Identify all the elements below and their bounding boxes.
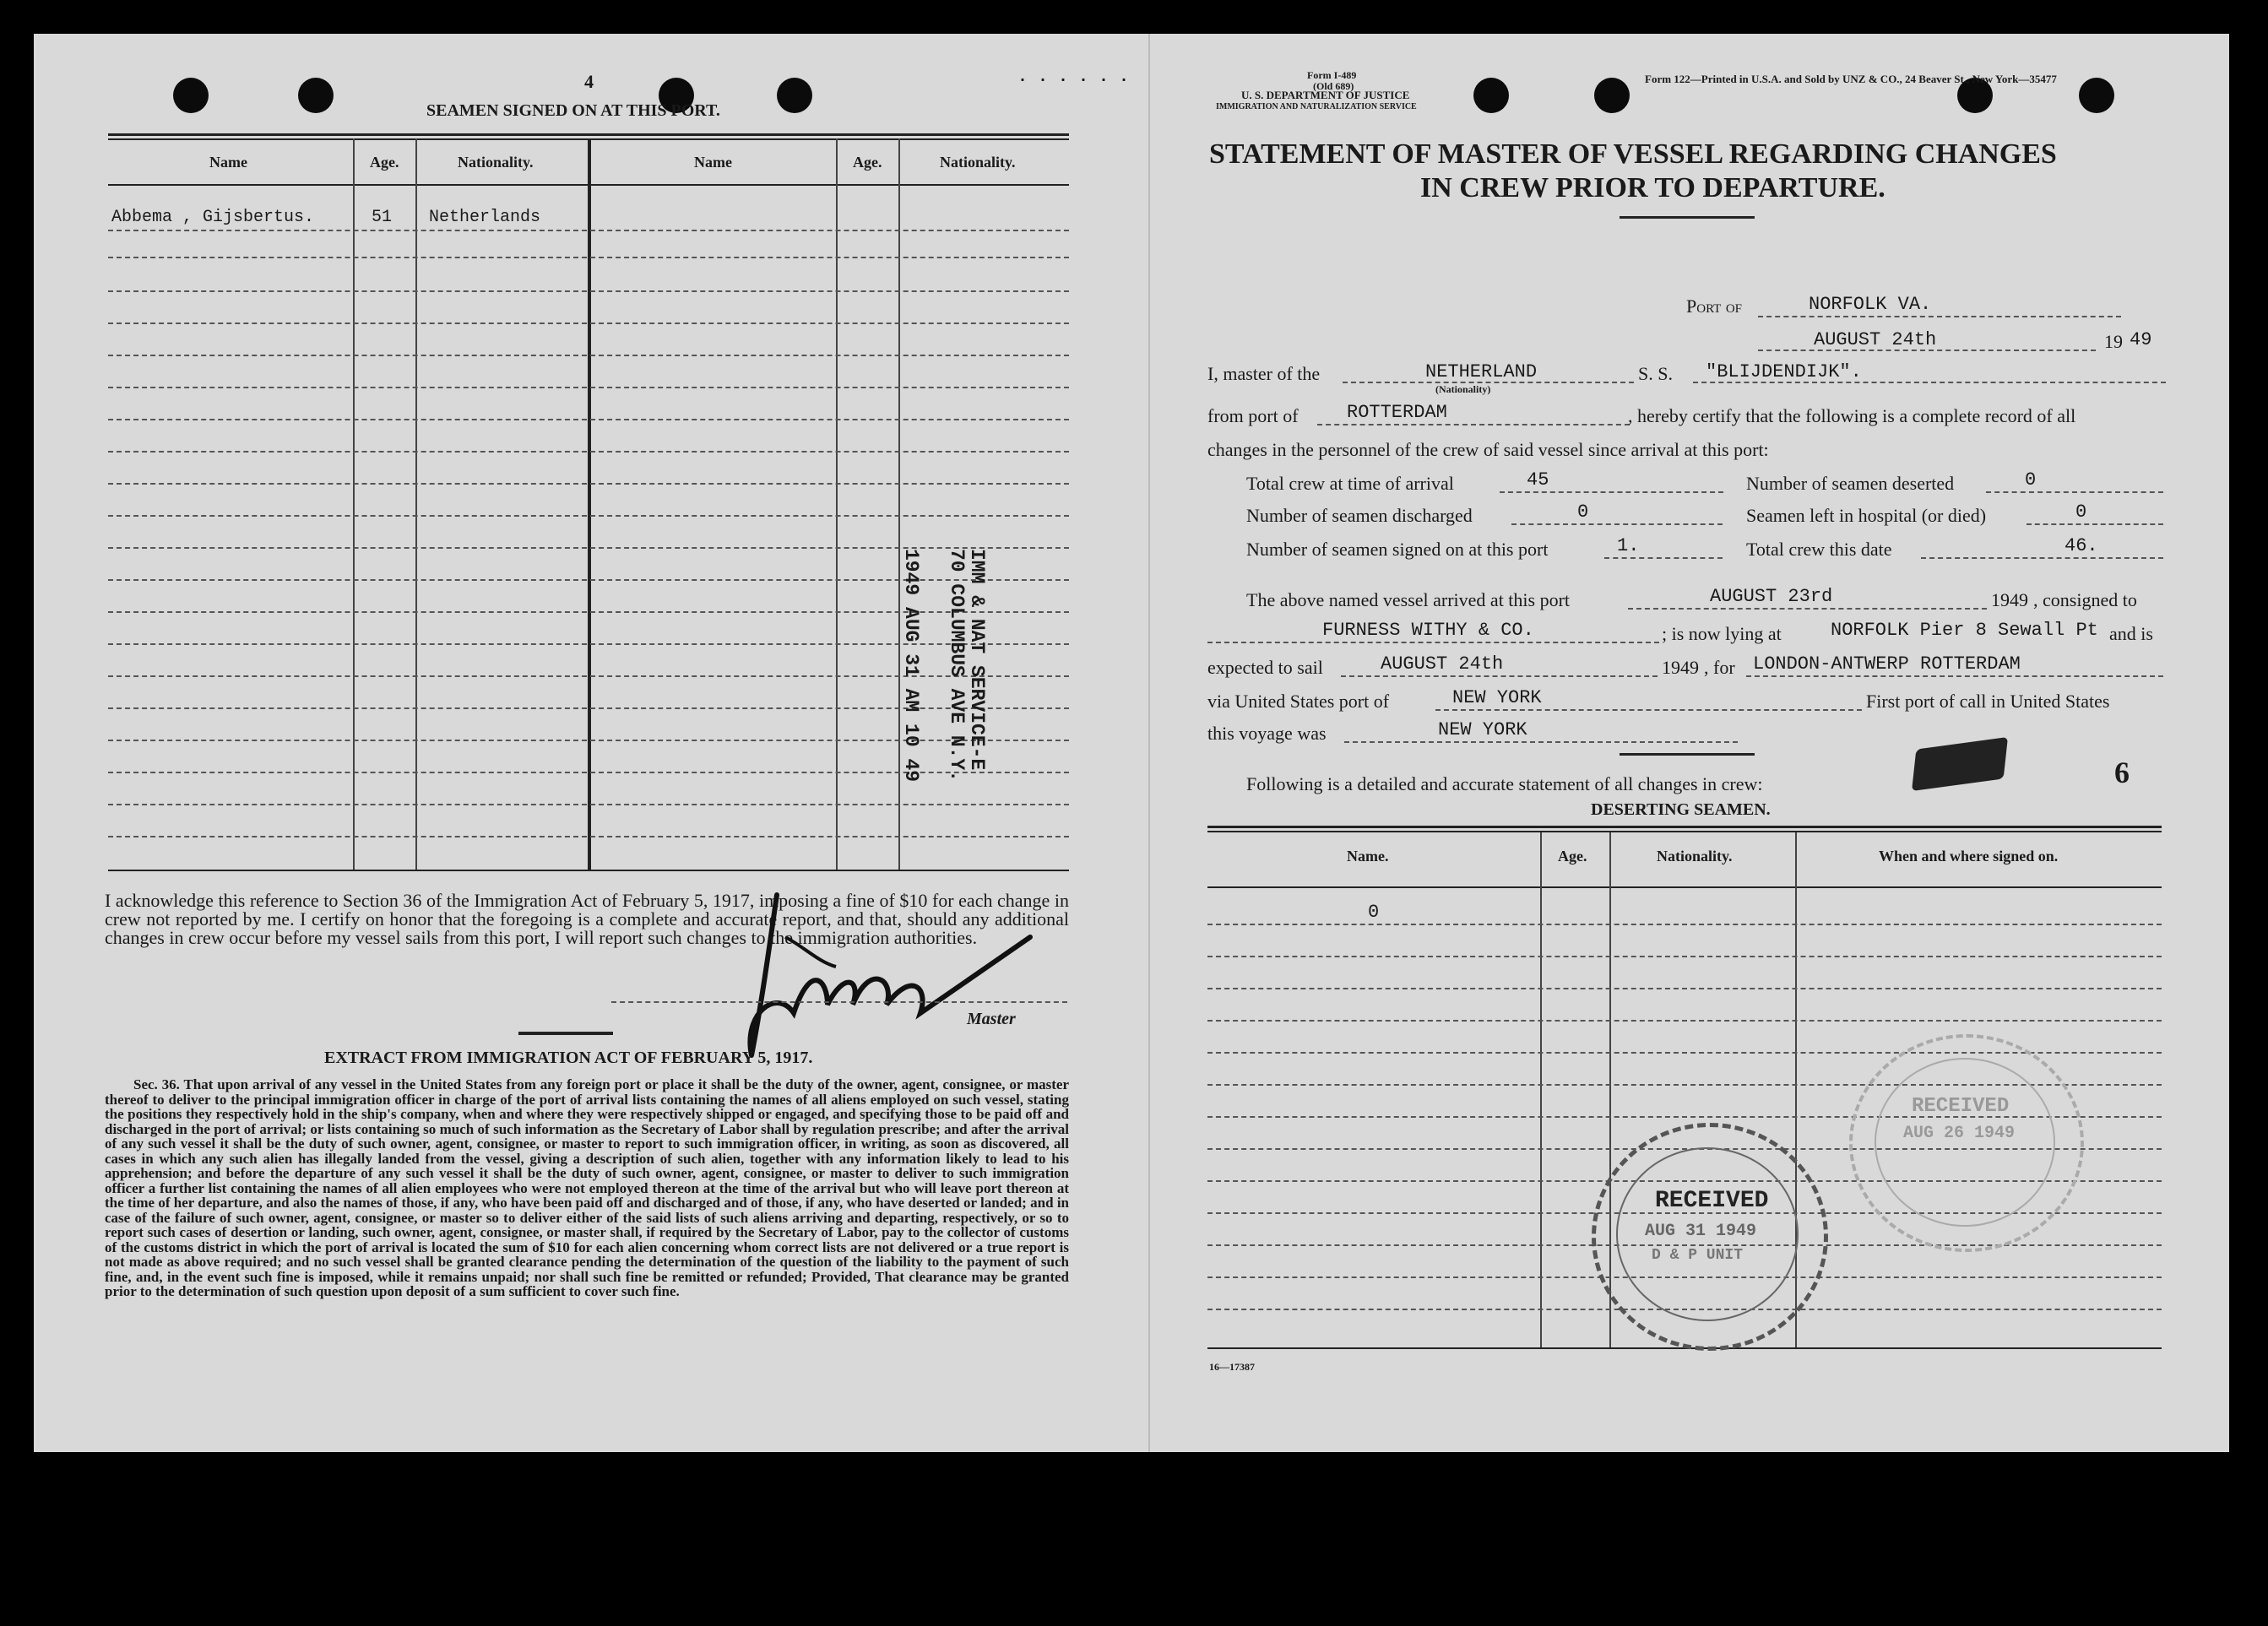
deserting-col-name: Name. — [1347, 848, 1389, 864]
col-divider — [415, 138, 417, 871]
page-fold — [1148, 34, 1150, 1452]
printer-note: Form 122—Printed in U.S.A. and Sold by UNZ & CO., 24 Beaver St., New York—35477 — [1645, 73, 2057, 85]
form-old: (Old 689) — [1313, 80, 1354, 92]
col-divider — [353, 138, 355, 871]
master-signature — [726, 886, 1047, 1064]
deserted-line — [1986, 491, 2163, 493]
left-heading: SEAMEN SIGNED ON AT THIS PORT. — [426, 101, 720, 120]
form-number: Form I-489 — [1307, 69, 1357, 81]
for-label: , for — [1704, 657, 1735, 678]
voyage-label: this voyage was — [1207, 723, 1327, 744]
section-divider — [1620, 753, 1755, 756]
total-date-line — [1921, 557, 2163, 559]
punch-hole — [1473, 78, 1509, 113]
row-name: Abbema , Gijsbertus. — [111, 208, 315, 227]
extract-title: EXTRACT FROM IMMIGRATION ACT OF FEBRUARY 5, 1917. — [324, 1049, 813, 1067]
title-underline — [1620, 216, 1755, 219]
hospital-value: 0 — [2075, 501, 2087, 523]
col-divider-center — [588, 138, 591, 871]
via-line — [1435, 709, 1862, 711]
first-port-label: First port of call in United States — [1866, 691, 2110, 712]
table-top-rule — [108, 133, 1069, 136]
vertical-date-stamp: IMM & NAT SERVICE-E 70 COLUMBUS AVE N.Y. 1949 AUG 31 AM 10 49 — [900, 549, 988, 783]
year-value: 49 — [2130, 329, 2152, 350]
form-title-line1: STATEMENT OF MASTER OF VESSEL REGARDING CHANGES — [1209, 138, 2057, 170]
discharged-line — [1511, 523, 1723, 525]
col-header-name: Name — [209, 154, 247, 171]
year-prefix: 19 — [2104, 331, 2123, 352]
total-date-value: 46. — [2065, 535, 2098, 556]
deserting-top-rule — [1207, 826, 2162, 828]
acknowledgement-text: I acknowledge this reference to Section 36 of the Immigration Act of February 5, 1917, imposing a fine of $10 for each change in crew not reported by me. I certify on honor that the foregoing is a complete and accurate report, and that, should any additional changes in crew occur before my vessel sails from this port, I will report such changes to the immigration authorities. — [105, 890, 1069, 948]
deserted-label: Number of seamen deserted — [1746, 473, 1955, 494]
hospital-line — [2027, 523, 2163, 525]
ship-value: "BLIJDENDIJK". — [1706, 361, 1862, 382]
col-header-nationality-2: Nationality. — [940, 154, 1016, 171]
expected-line — [1341, 675, 1658, 677]
punch-hole — [173, 78, 209, 113]
from-port-line — [1317, 424, 1630, 425]
deserting-top-rule-2 — [1207, 831, 2162, 832]
col-divider — [836, 138, 838, 871]
punch-hole — [1594, 78, 1630, 113]
lying-label: ; is now lying at — [1662, 623, 1782, 644]
punch-hole — [2079, 78, 2114, 113]
consigned-label: , consigned to — [2033, 589, 2137, 610]
arrived-label: The above named vessel arrived at this port — [1246, 589, 1571, 610]
department: U. S. DEPARTMENT OF JUSTICE — [1241, 89, 1410, 101]
signed-on-label: Number of seamen signed on at this port — [1246, 539, 1549, 560]
consignee-line — [1207, 642, 1659, 643]
extract-text: Sec. 36. That upon arrival of any vessel in the United States from any foreign port or place it shall be the duty of the owner, agent, consignee, or master thereof to deliver to the principal immigration officer in charge of the port of arrival lists containing the names of all aliens employed on such vessel, stating the positions they respectively hold in the ship's company, when and where they were respectively shipped or engaged, and specifying those to be paid off and discharged in the port of arrival; or lists containing so much of such information as the Secretary of Labor shall by regulation prescribe; and after the arrival of any such vessel it shall be the duty of such owner, agent, consignee, or master to report to such immigration officer, in writing, as soon as discovered, all cases in which any such alien has illegally landed from the vessel, giving a description of such alien, together with any information likely to lead to his apprehension; and before the departure of any such vessel it shall be the duty of such owner, agent, consignee, or master to deliver to such immigration officer a further list containing the names of all alien employees who were not employed thereon at the time of the arrival but who will leave port thereon at the time of her departure, and also the names of those, if any, who have been paid off and discharged and of those, if any, who have deserted or landed; and in case of the failure of such owner, agent, consignee, or master so to deliver either of the said lists of such aliens arriving and departing, respectively, or so to report such cases of desertion or landing, such owner, agent, consignee, or master shall, if required by the Secretary of Labor, pay to the collector of customs of the customs district in which the port of arrival is located the sum of $10 for each alien concerning whom correct lists are not delivered or a true report is not made as above required; and no such vessel shall be granted clearance pending the determination of the question of the liability to the payment of such fine, and, in the event such fine is imposed, while it remains unpaid; nor shall such fine be remitted or refunded; Provided, That clearance may be granted prior to the determination of such question upon deposit of a sum sufficient to cover such fine. — [105, 1076, 1069, 1299]
right-page-number: 6 — [2114, 756, 2130, 789]
table-bottom-rule — [108, 870, 1069, 871]
ss-label: S. S. — [1638, 363, 1673, 384]
deserting-col-signed: When and where signed on. — [1879, 848, 2059, 864]
arrived-value: AUGUST 23rd — [1710, 586, 1833, 607]
service: IMMIGRATION AND NATURALIZATION SERVICE — [1216, 102, 1417, 111]
date-value: AUGUST 24th — [1814, 329, 1937, 350]
punch-hole — [777, 78, 812, 113]
total-arrival-value: 45 — [1527, 469, 1549, 491]
deserting-col-age: Age. — [1558, 848, 1587, 864]
row-nationality: Netherlands — [429, 208, 541, 227]
extract-divider — [518, 1032, 613, 1035]
nationality-value: NETHERLAND — [1425, 361, 1538, 382]
punch-hole — [298, 78, 334, 113]
deserting-heading: DESERTING SEAMEN. — [1591, 800, 1771, 819]
discharged-label: Number of seamen discharged — [1246, 505, 1473, 526]
changes-text: changes in the personnel of the crew of said vessel since arrival at this port: — [1207, 439, 1769, 460]
signed-on-value: 1. — [1617, 535, 1640, 556]
total-arrival-label: Total crew at time of arrival — [1246, 473, 1454, 494]
deserting-header-rule — [1207, 886, 2162, 888]
col-header-age: Age. — [370, 154, 399, 171]
and-is: and is — [2109, 623, 2153, 644]
total-arrival-line — [1500, 491, 1723, 493]
master-label: Master — [967, 1010, 1016, 1028]
left-page-number: 4 — [584, 71, 594, 92]
port-value: NORFOLK VA. — [1809, 294, 1932, 315]
received-stamp-2: RECEIVED AUG 26 1949 — [1849, 1034, 2084, 1252]
expected-value: AUGUST 24th — [1381, 653, 1504, 675]
col-header-nationality: Nationality. — [458, 154, 534, 171]
col-header-name-2: Name — [694, 154, 732, 171]
lying-value: NORFOLK Pier 8 Sewall Pt — [1831, 620, 2098, 641]
arrived-year: 1949 — [1991, 589, 2028, 610]
row-age: 51 — [372, 208, 393, 227]
voyage-line — [1344, 741, 1738, 743]
following-label: Following is a detailed and accurate statement of all changes in crew: — [1246, 773, 1763, 794]
master-of-label: I, master of the — [1207, 363, 1321, 384]
signed-on-line — [1604, 557, 1723, 559]
deserted-value: 0 — [2025, 469, 2037, 491]
col-header-age-2: Age. — [853, 154, 882, 171]
form-title-line2: IN CREW PRIOR TO DEPARTURE. — [1420, 172, 1885, 203]
from-port-label: from port of — [1207, 405, 1299, 426]
master-signature-line — [611, 1001, 1067, 1003]
via-label: via United States port of — [1207, 691, 1390, 712]
expected-label: expected to sail — [1207, 657, 1323, 678]
total-date-label: Total crew this date — [1746, 539, 1892, 560]
arrived-line — [1628, 608, 1987, 610]
deserting-col-divider — [1540, 832, 1542, 1349]
received-stamp-1: RECEIVED AUG 31 1949 D & P UNIT — [1592, 1123, 1828, 1351]
voyage-value: NEW YORK — [1438, 719, 1527, 740]
hospital-label: Seamen left in hospital (or died) — [1746, 505, 1987, 526]
expected-year: 1949 — [1662, 657, 1699, 678]
deserting-col-nationality: Nationality. — [1657, 848, 1733, 864]
port-label: Port of — [1686, 295, 1743, 317]
for-line — [1746, 675, 2163, 677]
for-value: LONDON-ANTWERP ROTTERDAM — [1753, 653, 2021, 675]
nationality-caption: (Nationality) — [1435, 383, 1491, 395]
from-port-value: ROTTERDAM — [1347, 402, 1447, 423]
certify-text: , hereby certify that the following is a complete record of all — [1628, 405, 2076, 426]
form-code: 16—17387 — [1209, 1361, 1255, 1373]
consignee-value: FURNESS WITHY & CO. — [1322, 620, 1534, 641]
discharged-value: 0 — [1577, 501, 1589, 523]
top-dots: · · · · · · — [1017, 71, 1130, 90]
via-value: NEW YORK — [1452, 687, 1542, 708]
deserting-entry: 0 — [1368, 902, 1380, 923]
port-line — [1758, 316, 2121, 317]
